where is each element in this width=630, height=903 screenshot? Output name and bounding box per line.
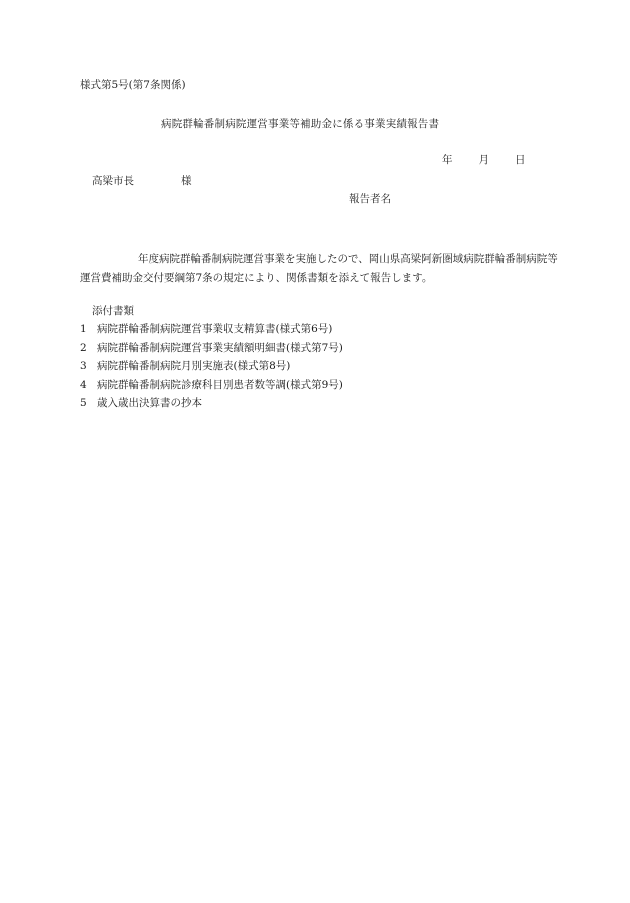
list-item xyxy=(80,398,343,417)
date-month-label: 月 xyxy=(478,154,489,166)
attachment-number: 3 xyxy=(80,360,87,372)
date-row xyxy=(442,155,526,166)
attachment-text: 病院群輪番制病院運営事業収支精算書(様式第6号) xyxy=(97,323,333,335)
attachment-number: 5 xyxy=(80,397,87,409)
addressee-honorific: 様 xyxy=(181,175,192,187)
addressee-name: 高梁市長 xyxy=(92,175,134,187)
attachment-number: 1 xyxy=(80,323,87,335)
addressee xyxy=(92,176,192,187)
reporter-name-label: 報告者名 xyxy=(349,193,391,205)
form-number: 様式第5号(第7条関係) xyxy=(80,79,186,91)
list-item xyxy=(80,324,343,343)
attachments-heading: 添付書類 xyxy=(92,305,134,317)
body-paragraph-text: 年度病院群輪番制病院運営事業を実施したので、岡山県高梁阿新圏域病院群輪番制病院等運営費補助金交付要綱第7条の規定により、関係書類を添えて報告します。 xyxy=(80,253,558,284)
attachments-list xyxy=(80,324,343,417)
list-item xyxy=(80,361,343,380)
attachment-text: 病院群輪番制病院運営事業実績額明細書(様式第7号) xyxy=(97,341,343,354)
document-title: 病院群輪番制病院運営事業等補助金に係る事業実績報告書 xyxy=(161,118,440,130)
attachment-text: 歳入歳出決算書の抄本 xyxy=(97,397,202,409)
list-item xyxy=(80,343,343,362)
attachment-text: 病院群輪番制病院月別実施表(様式第8号) xyxy=(97,360,291,372)
attachment-text: 病院群輪番制病院診療科目別患者数等調(様式第9号) xyxy=(97,378,343,391)
body-paragraph xyxy=(80,250,565,288)
list-item xyxy=(80,380,343,399)
date-year-label: 年 xyxy=(442,154,453,166)
attachment-number: 2 xyxy=(80,341,87,354)
date-day-label: 日 xyxy=(515,154,526,166)
attachment-number: 4 xyxy=(80,378,87,391)
